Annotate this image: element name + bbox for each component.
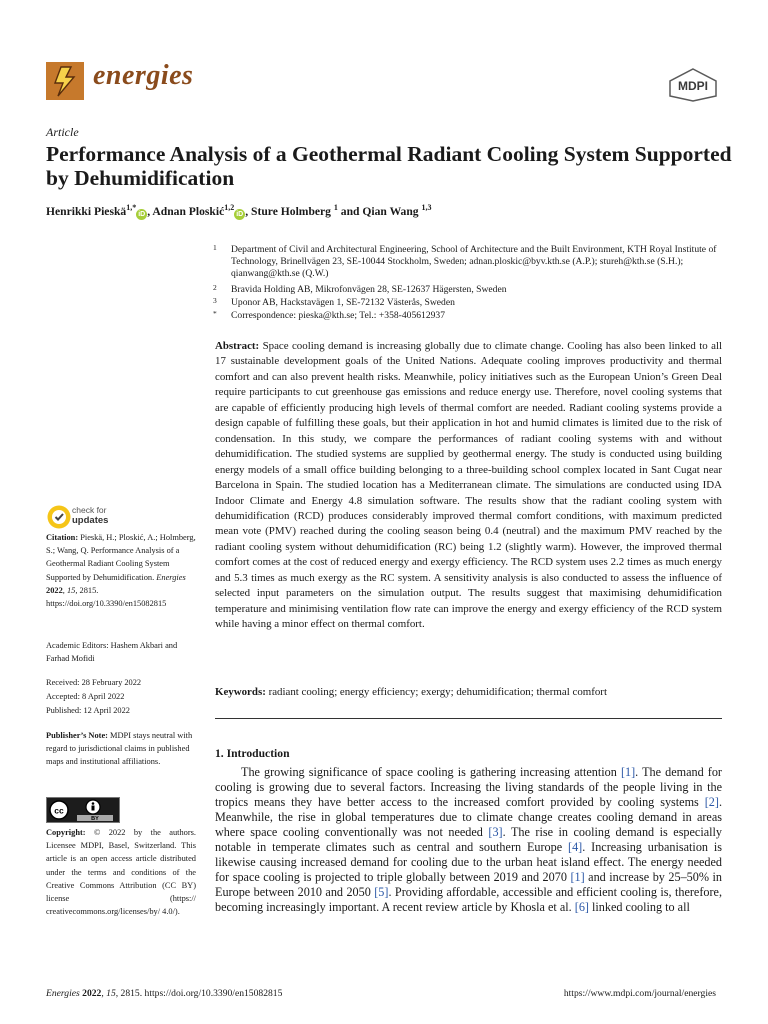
footer-citation: Energies 2022, 15, 2815. https://doi.org/10.3390/en15082815 [46, 988, 283, 999]
keywords-label: Keywords: [215, 686, 266, 698]
footer-doi[interactable]: , 2815. https://doi.org/10.3390/en15082815 [115, 988, 283, 999]
affiliation [213, 244, 733, 281]
intro-text: linked cooling to all [588, 900, 690, 914]
cc-by-license-icon[interactable] [46, 797, 120, 823]
citation-block: Citation: Pieskä, H.; Ploskić, A.; Holmberg, S.; Wang, Q. Performance Analysis of a Geothermal Radiant Cooling System Supported by Dehumidification. Energies 2022, 15, 2815. https://doi.org/10.3390/en15082815 [46, 533, 196, 609]
author-sup: 1,3 [421, 203, 432, 212]
author-sup: 1,* [126, 203, 137, 212]
reference-link[interactable]: [2] [704, 795, 719, 809]
reference-link[interactable]: [1] [570, 870, 585, 884]
reference-link[interactable]: [5] [374, 885, 389, 899]
check-label: check for [72, 505, 107, 515]
publisher-note-text: MDPI stays neutral with regard to jurisdictional claims in published maps and institutional affiliations. [46, 731, 193, 767]
journal-logo-icon [46, 62, 84, 100]
author-name[interactable]: Qian Wang [362, 204, 419, 218]
article-title: Performance Analysis of a Geothermal Radiant Cooling System Supported by Dehumidification [46, 142, 732, 190]
author-name[interactable]: Henrikki Pieskä [46, 204, 127, 218]
intro-text: and increase by 25–50% in Europe between 2010 and 2050 [215, 870, 722, 899]
academic-editors: Academic Editors: Hashem Akbari and Farhad Mofidi [46, 641, 178, 664]
author-list: Henrikki Pieskä$^{1,*}$iD , Adnan Ploskić$^{1,2}$iD , Sture Holmberg $^1$ and Qian Wang $^{1,3}$ [46, 203, 432, 218]
citation-year: 2022 [46, 585, 63, 595]
abstract [215, 339, 722, 633]
received-date: Received: 28 February 2022 [46, 678, 142, 687]
author-name[interactable]: Adnan Ploskić [152, 204, 225, 218]
intro-text: . The demand for cooling is growing due to several factors. Increasing the living standards of the people living in the tropics means they have better access to the increased comfort provided by cooling systems [215, 765, 722, 809]
intro-text: . Increasing urbanisation is likewise causing increased demand for cooling due to the urban heat island effect. The energy needed for space cooling is projected to triple globally between 2019 and 2070 [215, 840, 722, 884]
affiliation-number: * [213, 309, 217, 318]
footer-year: 2022 [82, 988, 102, 999]
author-sup: 1 [333, 203, 338, 212]
affiliation [213, 297, 733, 309]
mdpi-logo-text: MDPI [678, 79, 708, 93]
citation-text: Pieskä, H.; Ploskić, A.; Holmberg, S.; Wang, Q. Performance Analysis of a Geothermal Radiant Cooling System Supported by Dehumidification. [46, 533, 196, 582]
footer-volume: 15 [106, 988, 116, 999]
author-sup: 1,2 [224, 203, 235, 212]
affiliation-text: Correspondence: pieska@kth.se; Tel.: +358-405612937 [231, 310, 446, 321]
copyright-label: Copyright: [46, 828, 86, 837]
copyright-text: © 2022 by the authors. Licensee MDPI, Basel, Switzerland. This article is an open access article distributed under the terms and conditions of the Creative Commons Attribution (CC BY) license (https:// creativecommons.org/licenses/by/ 4.0/). [46, 828, 197, 917]
affiliation-text: Uponor AB, Hackstavägen 1, SE-72132 Västerås, Sweden [231, 297, 455, 308]
check-for-updates-button[interactable] [46, 504, 166, 530]
updates-label: updates [72, 515, 109, 526]
published-date: Published: 12 April 2022 [46, 706, 130, 715]
affiliation-number: 3 [213, 296, 217, 305]
intro-paragraph [215, 765, 722, 915]
citation-journal: Energies [156, 572, 186, 582]
copyright-block [46, 826, 196, 918]
abstract-label: Abstract: [215, 340, 260, 352]
check-updates-icon [46, 504, 72, 530]
reference-link[interactable]: [1] [620, 765, 636, 779]
intro-text: . Meanwhile, the rise in global temperatures due to climate change creates cooling demand in areas where space cooling conventionally was not needed [215, 795, 722, 839]
intro-text: . Providing affordable, accessible and efficient cooling is, therefore, becoming increasingly important. A recent review article by Khosla et al. [215, 885, 722, 914]
reference-link[interactable]: [4] [568, 840, 583, 854]
affiliation-number: 2 [213, 283, 217, 292]
mdpi-logo-icon [668, 68, 718, 102]
keywords [215, 686, 722, 698]
abstract-text: Space cooling demand is increasing globally due to climate change. Cooling has also been linked to all 17 sustainable development goals of the United Nations. Adequate cooling improves productivity and thermal comfort and can also prevent health risks. Meanwhile, policy initiatives such as the European Union’s Green Deal require participants to cut greenhouse gas emissions and reduce energy use. Therefore, novel cooling systems that are capable of efficiently producing high levels of thermal comfort are needed. Radiant cooling systems provide a design capable of fulfilling these goals, but their application in hot and humid climates is limited due to the risk of condensation. In this study, we compare the performances of radiant cooling systems with and without dehumidification. The studied systems are supplied by geothermal energy. The study is conducted using building energy models of a small office building belonging to a three-building school complex located in Sant Cugat near Barcelona in Spain. The studied location has a Mediterranean climate. The simulations are conducted using IDA Indoor Climate and Energy 4.8 simulation software. The results show that the radiant cooling system with dehumidification (RCD) produces considerably improved thermal comfort conditions, with maximum predicted mean vote (PMV) reached during the cooling season being 0.4 (neutral) and the maximum PMV reached by the radiant cooling system without dehumidification (RC) being 1.2 (slightly warm). However, the improved thermal comfort comes at the cost of reduced energy and exergy efficiency. The RCD system uses 2.2 times as much energy and 5.3 times as much exergy as the RC system. A sensitivity analysis is also conducted to assess the influence of selected input parameters on the simulation output. The results suggest that maximising dehumidification temperature and minimising ventilation flow rate can improve the energy and exergy efficiency of the RCD system while having a minor effect on thermal comfort. [215, 340, 722, 631]
citation-volume: 15 [66, 585, 76, 595]
author-name[interactable]: Sture Holmberg [251, 204, 331, 218]
publisher-note-label: Publisher’s Note: [46, 731, 108, 740]
affiliation-number: 1 [213, 243, 217, 252]
reference-link[interactable]: [6] [574, 900, 589, 914]
divider [215, 718, 722, 719]
article-type: Article [46, 125, 79, 139]
footer-journal: Energies [46, 988, 80, 999]
affiliation [213, 284, 733, 296]
citation-doi[interactable]: 2815. https://doi.org/10.3390/en15082815 [46, 585, 167, 609]
section-heading: 1. Introduction [215, 747, 290, 760]
orcid-icon[interactable]: iD [236, 210, 244, 218]
accepted-date: Accepted: 8 April 2022 [46, 692, 125, 701]
citation-label: Citation: [46, 533, 79, 542]
keywords-text: radiant cooling; energy efficiency; exergy; dehumidification; thermal comfort [268, 686, 607, 698]
reference-link[interactable]: [3] [488, 825, 503, 839]
footer-url[interactable]: https://www.mdpi.com/journal/energies [563, 988, 716, 999]
journal-name: energies [93, 60, 194, 91]
svg-text:cc: cc [54, 805, 64, 816]
publisher-note [46, 729, 196, 769]
cc-by-label: BY [91, 816, 99, 822]
intro-text: The growing significance of space cooling is gathering increasing attention [241, 765, 621, 779]
affiliation-text: Bravida Holding AB, Mikrofonvägen 28, SE-12637 Hägersten, Sweden [231, 284, 507, 295]
affiliation-text: Department of Civil and Architectural Engineering, School of Architecture and the Built Environment, KTH Royal Institute of Technology, Brinellvägen 23, SE-10044 Stockholm, Sweden; adnan.ploskic@byv.kth.se (A.P.); stureh@kth.se (S.H.); qianwang@kth.se (Q.W.) [231, 244, 717, 280]
correspondence [213, 310, 733, 322]
orcid-icon[interactable]: iD [138, 210, 146, 218]
intro-text: . The rise in cooling demand is especially notable in temperate climates such as central and southern Europe [215, 825, 723, 854]
